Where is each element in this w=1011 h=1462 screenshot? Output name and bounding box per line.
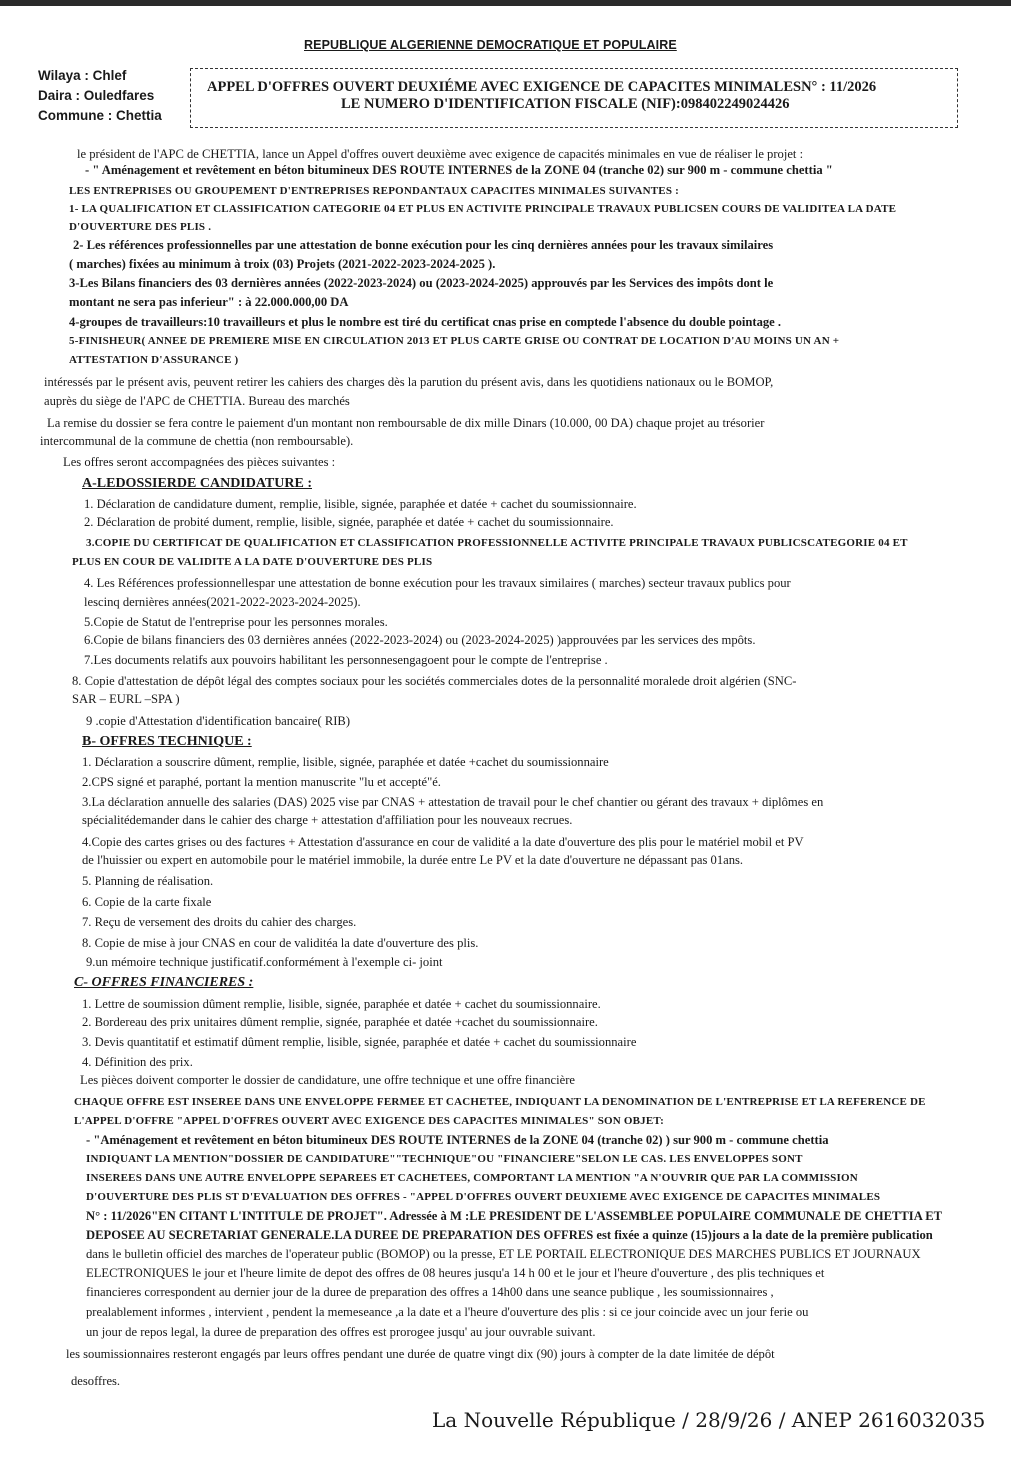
body-line: L'APPEL D'OFFRE "APPEL D'OFFRES OUVERT AVEC EXIGENCE DES CAPACITES MINIMALES" SON OBJET: — [74, 1115, 665, 1127]
body-line: - " Aménagement et revêtement en béton bitumineux DES ROUTE INTERNES de la ZONE 04 (tranche 02) sur 900 m - commune chettia " — [85, 163, 833, 177]
body-line: 6. Copie de la carte fixale — [82, 895, 212, 909]
scan-top-edge — [0, 0, 1011, 6]
wilaya-label: Wilaya : Chlef — [38, 68, 127, 83]
body-line: Les pièces doivent comporter le dossier de candidature, une offre technique et une offre financière — [80, 1073, 576, 1087]
republic-heading: REPUBLIQUE ALGERIENNE DEMOCRATIQUE ET POPULAIRE — [304, 38, 677, 52]
body-line: 9.un mémoire technique justificatif.conformément à l'exemple ci- joint — [86, 955, 443, 969]
body-line: D'OUVERTURE DES PLIS . — [69, 221, 212, 233]
body-line: 1. Lettre de soumission dûment remplie, lisible, signée, paraphée et datée + cachet du soumissionnaire. — [82, 997, 601, 1011]
body-line: PLUS EN COUR DE VALIDITE A LA DATE D'OUVERTURE DES PLIS — [72, 556, 433, 568]
body-line: 8. Copie de mise à jour CNAS en cour de validitéa la date d'ouverture des plis. — [82, 936, 479, 950]
body-line: 3-Les Bilans financiers des 03 dernières années (2022-2023-2024) ou (2023-2024-2025) approuvés par les Services des impôts dont le — [69, 276, 774, 290]
body-line: ( marches) fixées au minimum à troix (03) Projets (2021-2022-2023-2024-2025 ). — [69, 257, 496, 271]
daira-label: Daira : Ouledfares — [38, 88, 155, 103]
body-line: spécialitédemander dans le cahier des charge + attestation d'affiliation pour les nouveaux recrues. — [82, 813, 573, 827]
body-line: 3. Devis quantitatif et estimatif dûment remplie, lisible, signée, paraphée et datée + cachet du soumissionnaire — [82, 1035, 637, 1049]
body-line: un jour de repos legal, la duree de preparation des offres est prorogee jusqu' au jour ouvrable suivant. — [86, 1325, 596, 1339]
body-line: 6.Copie de bilans financiers des 03 dernières années (2022-2023-2024) ou (2023-2024-2025) )approuvées par les services des mpôts. — [84, 633, 756, 647]
body-line: 5.Copie de Statut de l'entreprise pour les personnes morales. — [84, 615, 388, 629]
body-line: 7.Les documents relatifs aux pouvoirs habilitant les personnesengagoent pour le compte de l'entreprise . — [84, 653, 608, 667]
body-line: - "Aménagement et revêtement en béton bitumineux DES ROUTE INTERNES de la ZONE 04 (tranche 02) ) sur 900 m - commune chettia — [86, 1133, 829, 1147]
body-line: B- OFFRES TECHNIQUE : — [82, 734, 252, 749]
body-line: lescinq dernières années(2021-2022-2023-2024-2025). — [84, 595, 361, 609]
body-line: auprès du siège de l'APC de CHETTIA. Bureau des marchés — [44, 394, 350, 408]
body-line: ELECTRONIQUES le jour et l'heure limite de depot des offres de 08 heures jusqu'a 14 h 00 et le jour et l'heure d'ouverture , des plis techniques et — [86, 1266, 825, 1280]
body-line: les soumissionnaires resteront engagés par leurs offres pendant une durée de quatre vingt dix (90) jours à compter de la date limitée de dépôt — [66, 1347, 775, 1361]
body-line: 4.Copie des cartes grises ou des factures + Attestation d'assurance en cour de validité a la date d'ouverture des plis pour le matériel mobil et PV — [82, 835, 804, 849]
body-line: 4. Les Références professionnellespar une attestation de bonne exécution pour les travaux similaires ( marches) secteur travaux publics pour — [84, 576, 791, 590]
tender-title-box — [190, 68, 958, 128]
body-line: financieres correspondent au dernier jour de la duree de preparation des offres a 14h00 dans une seance publique , les soumissionnaires , — [86, 1285, 774, 1299]
body-line: 2- Les références professionnelles par une attestation de bonne exécution pour les cinq dernières années pour les travaux similaires — [73, 238, 774, 252]
body-line: montant ne sera pas inferieur" : à 22.000.000,00 DA — [69, 295, 349, 309]
body-line: 3.La déclaration annuelle des salaries (DAS) 2025 vise par CNAS + attestation de travail pour le chef chantier ou gérant des travaux + diplômes en — [82, 795, 824, 809]
body-line: 1. Déclaration de candidature dument, remplie, lisible, signée, paraphée et datée + cachet du soumissionnaire. — [84, 497, 637, 511]
body-line: 1- LA QUALIFICATION ET CLASSIFICATION CATEGORIE 04 ET PLUS EN ACTIVITE PRINCIPALE TRAVAUX PUBLICSEN COURS DE VALIDITEA LA DATE — [69, 203, 897, 215]
body-line: Les offres seront accompagnées des pièces suivantes : — [63, 455, 336, 469]
body-line: 9 .copie d'Attestation d'identification bancaire( RIB) — [86, 714, 351, 728]
body-line: SAR – EURL –SPA ) — [72, 692, 180, 706]
body-line: 3.COPIE DU CERTIFICAT DE QUALIFICATION ET CLASSIFICATION PROFESSIONNELLE ACTIVITE PRINCIPALE TRAVAUX PUBLICSCATEGORIE 04 ET — [86, 537, 908, 549]
body-line: 2.CPS signé et paraphé, portant la mention manuscrite "lu et accepté"é. — [82, 775, 441, 789]
body-line: 4. Définition des prix. — [82, 1055, 193, 1069]
body-line: de l'huissier ou expert en automobile pour le matériel immobile, la durée entre Le PV et la date d'ouverture ne dépassant pas 01ans. — [82, 853, 744, 867]
body-line: INDIQUANT LA MENTION"DOSSIER DE CANDIDATURE""TECHNIQUE"OU "FINANCIERE"SELON LE CAS. LES ENVELOPPES SONT — [86, 1153, 803, 1165]
body-line: 8. Copie d'attestation de dépôt légal des comptes sociaux pour les sociétés commerciales dotes de la personnalité moralede droit algérien (SNC- — [72, 674, 797, 688]
body-line: prealablement informes , intervient , pendent la memeseance ,a la date et a l'heure d'ouverture des plis : si ce jour coincide avec un jour ferie ou — [86, 1305, 809, 1319]
publication-footer: La Nouvelle République / 28/9/26 / ANEP 2616032035 — [432, 1408, 986, 1432]
body-line: La remise du dossier se fera contre le paiement d'un montant non remboursable de dix mille Dinars (10.000, 00 DA) chaque projet au trésorier — [47, 416, 765, 430]
fiscal-id: LE NUMERO D'IDENTIFICATION FISCALE (NIF):098402249024426 — [341, 96, 790, 112]
body-line: 5-FINISHEUR( ANNEE DE PREMIERE MISE EN CIRCULATION 2013 ET PLUS CARTE GRISE OU CONTRAT DE LOCATION D'AU MOINS UN AN + — [69, 335, 840, 347]
body-line: 7. Reçu de versement des droits du cahier des charges. — [82, 915, 357, 929]
body-line: DEPOSEE AU SECRETARIAT GENERALE.LA DUREE DE PREPARATION DES OFFRES est fixée a quinze (15)jours a la date de la première publication — [86, 1228, 933, 1242]
commune-label: Commune : Chettia — [38, 108, 162, 123]
body-line: A-LEDOSSIERDE CANDIDATURE : — [82, 476, 312, 491]
body-line: INSEREES DANS UNE AUTRE ENVELOPPE SEPAREES ET CACHETEES, COMPORTANT LA MENTION "A N'OUVRIR QUE PAR LA COMMISSION — [86, 1172, 858, 1184]
body-line: le président de l'APC de CHETTIA, lance un Appel d'offres ouvert deuxième avec exigence de capacités minimales en vue de réaliser le projet : — [77, 147, 804, 161]
body-line: 5. Planning de réalisation. — [82, 874, 214, 888]
body-line: 1. Déclaration a souscrire dûment, remplie, lisible, signée, paraphée et datée +cachet du soumissionnaire — [82, 755, 609, 769]
administrative-block — [38, 66, 162, 126]
body-line: LES ENTREPRISES OU GROUPEMENT D'ENTREPRISES REPONDANTAUX CAPACITES MINIMALES SUIVANTES : — [69, 185, 679, 197]
body-line: C- OFFRES FINANCIERES : — [74, 975, 254, 990]
body-line: intercommunal de la commune de chettia (non remboursable). — [40, 434, 354, 448]
body-line: ATTESTATION D'ASSURANCE ) — [69, 354, 239, 366]
body-line: N° : 11/2026"EN CITANT L'INTITULE DE PROJET". Adressée à M :LE PRESIDENT DE L'ASSEMBLEE POPULAIRE COMMUNALE DE CHETTIA ET — [86, 1209, 943, 1223]
tender-title: APPEL D'OFFRES OUVERT DEUXIÉME AVEC EXIGENCE DE CAPACITES MINIMALESN° : 11/2026 — [207, 79, 877, 95]
body-line: 2. Déclaration de probité dument, remplie, lisible, signée, paraphée et datée + cachet du soumissionnaire. — [84, 515, 614, 529]
body-line: D'OUVERTURE DES PLIS ST D'EVALUATION DES OFFRES - "APPEL D'OFFRES OUVERT DEUXIEME AVEC EXIGENCE DE CAPACITES MINIMALES — [86, 1191, 881, 1203]
body-line: CHAQUE OFFRE EST INSEREE DANS UNE ENVELOPPE FERMEE ET CACHETEE, INDIQUANT LA DENOMINATION DE L'ENTREPRISE ET LA REFERENCE DE — [74, 1096, 926, 1108]
body-line: 2. Bordereau des prix unitaires dûment remplie, signée, paraphée et datée +cachet du soumissionnaire. — [82, 1015, 598, 1029]
body-line: 4-groupes de travailleurs:10 travailleurs et plus le nombre est tiré du certificat cnas prise en comptede l'absence du double pointage . — [69, 315, 782, 329]
body-line: dans le bulletin officiel des marches de l'operateur public (BOMOP) ou la presse, ET LE PORTAIL ELECTRONIQUE DES MARCHES PUBLICS ET JOURNAUX — [86, 1247, 921, 1261]
body-line: intéressés par le présent avis, peuvent retirer les cahiers des charges dès la parution du présent avis, dans les quotidiens nationaux ou le BOMOP, — [44, 375, 774, 389]
body-line: desoffres. — [71, 1374, 121, 1388]
